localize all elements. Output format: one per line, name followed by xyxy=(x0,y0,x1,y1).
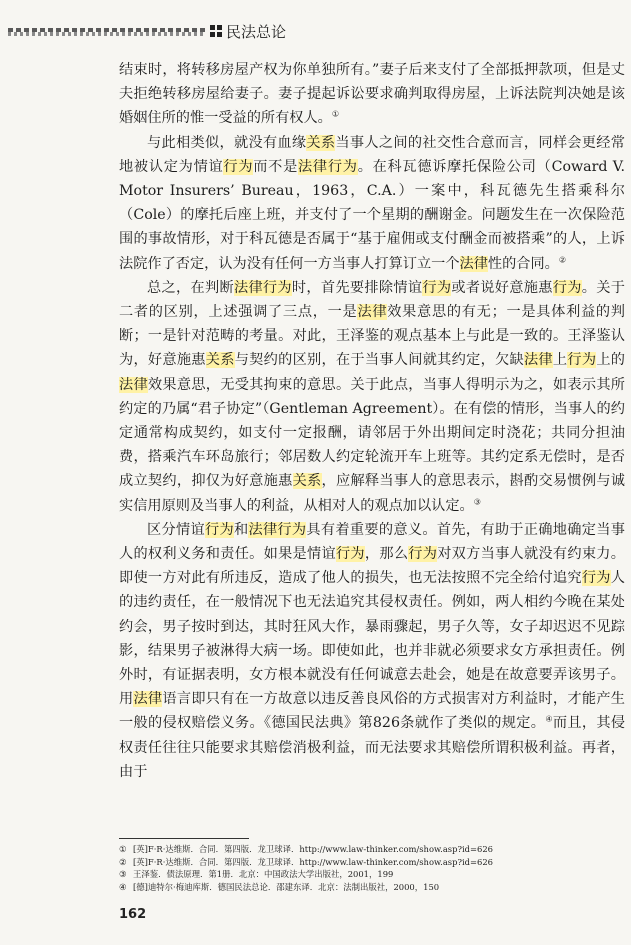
text-run: 结束时，将转移房屋产权为你单独所有。”妻子后来支付了全部抵押款项，但是丈夫拒绝转移房屋给妻子。妻子提起诉讼要求确判取得房屋，上诉法院判决她是该婚姻住所的惟一受益的所有权人。 xyxy=(119,62,625,127)
highlighted-term: 法律 xyxy=(357,304,388,321)
highlighted-term: 关系 xyxy=(292,473,322,490)
running-header xyxy=(8,22,308,44)
highlighted-term: 法律 xyxy=(459,255,488,272)
paragraph xyxy=(119,58,625,131)
text-run: 与此相类似，就没有血缘 xyxy=(147,134,307,151)
footnote xyxy=(119,856,625,869)
footnote xyxy=(119,881,625,894)
highlighted-term: 行为 xyxy=(223,158,254,175)
body-text xyxy=(119,58,625,784)
highlighted-term: 法律行为 xyxy=(248,521,307,538)
footnote-divider xyxy=(119,838,249,839)
highlighted-term: 法律行为 xyxy=(233,279,292,296)
text-run: 上的 xyxy=(596,352,625,369)
text-run: 当事人之间的社交性合意而言，同样会更经常地被认定为情谊 xyxy=(119,134,625,175)
footnote-text: [英]F·R·达维斯．合同．第四版．龙卫球译．http://www.law-thinker.com/show.asp?id=626 xyxy=(133,844,493,854)
highlighted-term: 行为 xyxy=(335,546,365,563)
highlighted-term: 行为 xyxy=(552,279,582,296)
footnotes xyxy=(119,843,625,893)
footnote xyxy=(119,843,625,856)
text-run: 总之，在判断 xyxy=(147,279,234,296)
square-grid-icon xyxy=(210,25,222,37)
text-run: 与契约的区别，在于当事人间就其约定，欠缺 xyxy=(234,352,524,369)
footnote xyxy=(119,868,625,881)
text-run: 效果意思的有无；一是具体利益的判断；一是针对范畴的考量。对此，王泽鉴的观点基本上与此是一致的。王泽鉴认为，好意施惠 xyxy=(119,304,625,369)
header-title: 民法总论 xyxy=(226,23,287,41)
highlighted-term: 法律 xyxy=(133,691,163,708)
footnote-mark: ① xyxy=(119,844,127,854)
highlighted-term: 关系 xyxy=(306,134,336,151)
footnote-text: [英]F·R·达维斯．合同．第四版．龙卫球译．http://www.law-thinker.com/show.asp?id=626 xyxy=(133,856,493,867)
text-run: 对双方当事人就没有约束力。即使一方对此有所违反，造成了他人的损失，也无法按照不完全给付追究 xyxy=(119,546,625,587)
highlighted-term: 行为 xyxy=(581,570,611,587)
footnote-mark: ② xyxy=(119,856,127,867)
text-run: 上 xyxy=(552,352,568,369)
text-run: 语言即只有在一方故意以违反善良风俗的方式损害对方利益时，才能产生一般的侵权赔偿义务。《德国民法典》第826条就作了类似的规定。 xyxy=(119,691,625,732)
highlighted-term: 行为 xyxy=(408,546,438,563)
text-run: 人的违约责任，在一般情况下也无法追究其侵权责任。例如，两人相约今晚在某处约会，男子按时到达，其时狂风大作，暴雨骤起，男子久等，女子却迟迟不见踪影，结果男子被淋得大病一场。即使如此，也并非就必须要求女方承担责任。例外时，有证据表明，女方根本就没有任何诚意去赴会，她是在故意要弄该男子。用 xyxy=(119,570,625,708)
text-run: 具有着重要的意义。首先，有助于正确地确定当事人的权利义务和责任。如果是情谊 xyxy=(119,521,625,563)
text-run: 效果意思，无受其拘束的意思。关于此点，当事人得明示为之，如表示其所约定的乃属“君子协定”（Gentleman Agreement）。在有偿的情形，当事人的约定通常构成契约，如支付一定报酬，请邻居于外出期间定时浇花；共同分担油费，搭乘汽车环岛旅行；邻居数人约定轮流开车上班等。其约定系无偿时，是否成立契约，抑仅为好意施惠 xyxy=(119,376,625,490)
text-run: 性的合同。 xyxy=(487,255,559,272)
footnote-ref: ③ xyxy=(473,496,481,506)
highlighted-term: 行为 xyxy=(567,352,597,369)
paragraph xyxy=(119,276,625,518)
paragraph xyxy=(119,518,625,784)
footnote-ref: ① xyxy=(331,109,339,119)
footnote-mark: ④ xyxy=(119,881,127,892)
text-run: ，那么 xyxy=(364,546,409,563)
text-run: 时，首先要排除情谊 xyxy=(291,279,423,296)
footnote-mark: ③ xyxy=(119,869,127,880)
page-number: 162 xyxy=(119,907,147,922)
footnote-text: [德]迪特尔·梅迪库斯．德国民法总论．邵建东译．北京：法制出版社，2000，150 xyxy=(133,881,440,892)
paragraph xyxy=(119,131,625,276)
highlighted-term: 关系 xyxy=(205,352,235,369)
text-run: 。在科瓦德诉摩托保险公司（Coward V. Motor Insurers’ Bureau，1963，C.A.）一案中，科瓦德先生搭乘科尔（Cole）的摩托后座上班，并支付了一个星期的酬谢金。问题发生在一次保险范围的事故情形，对于科瓦德是否属于“基于雇佣或支付酬金而被搭乘”的人，上诉法院作了否定，认为没有任何一方当事人打算订立一个 xyxy=(119,158,625,272)
text-run: 。关于二者的区别，上述强调了三点，一是 xyxy=(119,279,625,321)
footnote-text: 王泽鉴．债法原理．第1册．北京：中国政法大学出版社，2001，199 xyxy=(133,869,394,880)
highlighted-term: 行为 xyxy=(422,279,452,296)
header-decoration xyxy=(8,28,206,36)
text-run: 或者说好意施惠 xyxy=(451,279,553,296)
footnote-ref: ② xyxy=(558,254,567,264)
highlighted-term: 法律行为 xyxy=(298,158,358,175)
footnote-ref: ④ xyxy=(545,714,553,724)
text-run: 而不是 xyxy=(253,158,299,175)
highlighted-term: 行为 xyxy=(204,521,234,538)
highlighted-term: 法律 xyxy=(119,376,148,393)
highlighted-term: 法律 xyxy=(523,352,553,369)
text-run: ，应解释当事人的意思表示，斟酌交易惯例与诚实信用原则及当事人的利益，从相对人的观点加以认定。 xyxy=(119,473,625,514)
text-run: 和 xyxy=(233,521,249,538)
text-run: 区分情谊 xyxy=(147,521,205,538)
text-run: 而且，其侵权责任往往只能要求其赔偿消极利益，而无法要求其赔偿所谓积极利益。再者，由于 xyxy=(119,715,626,780)
